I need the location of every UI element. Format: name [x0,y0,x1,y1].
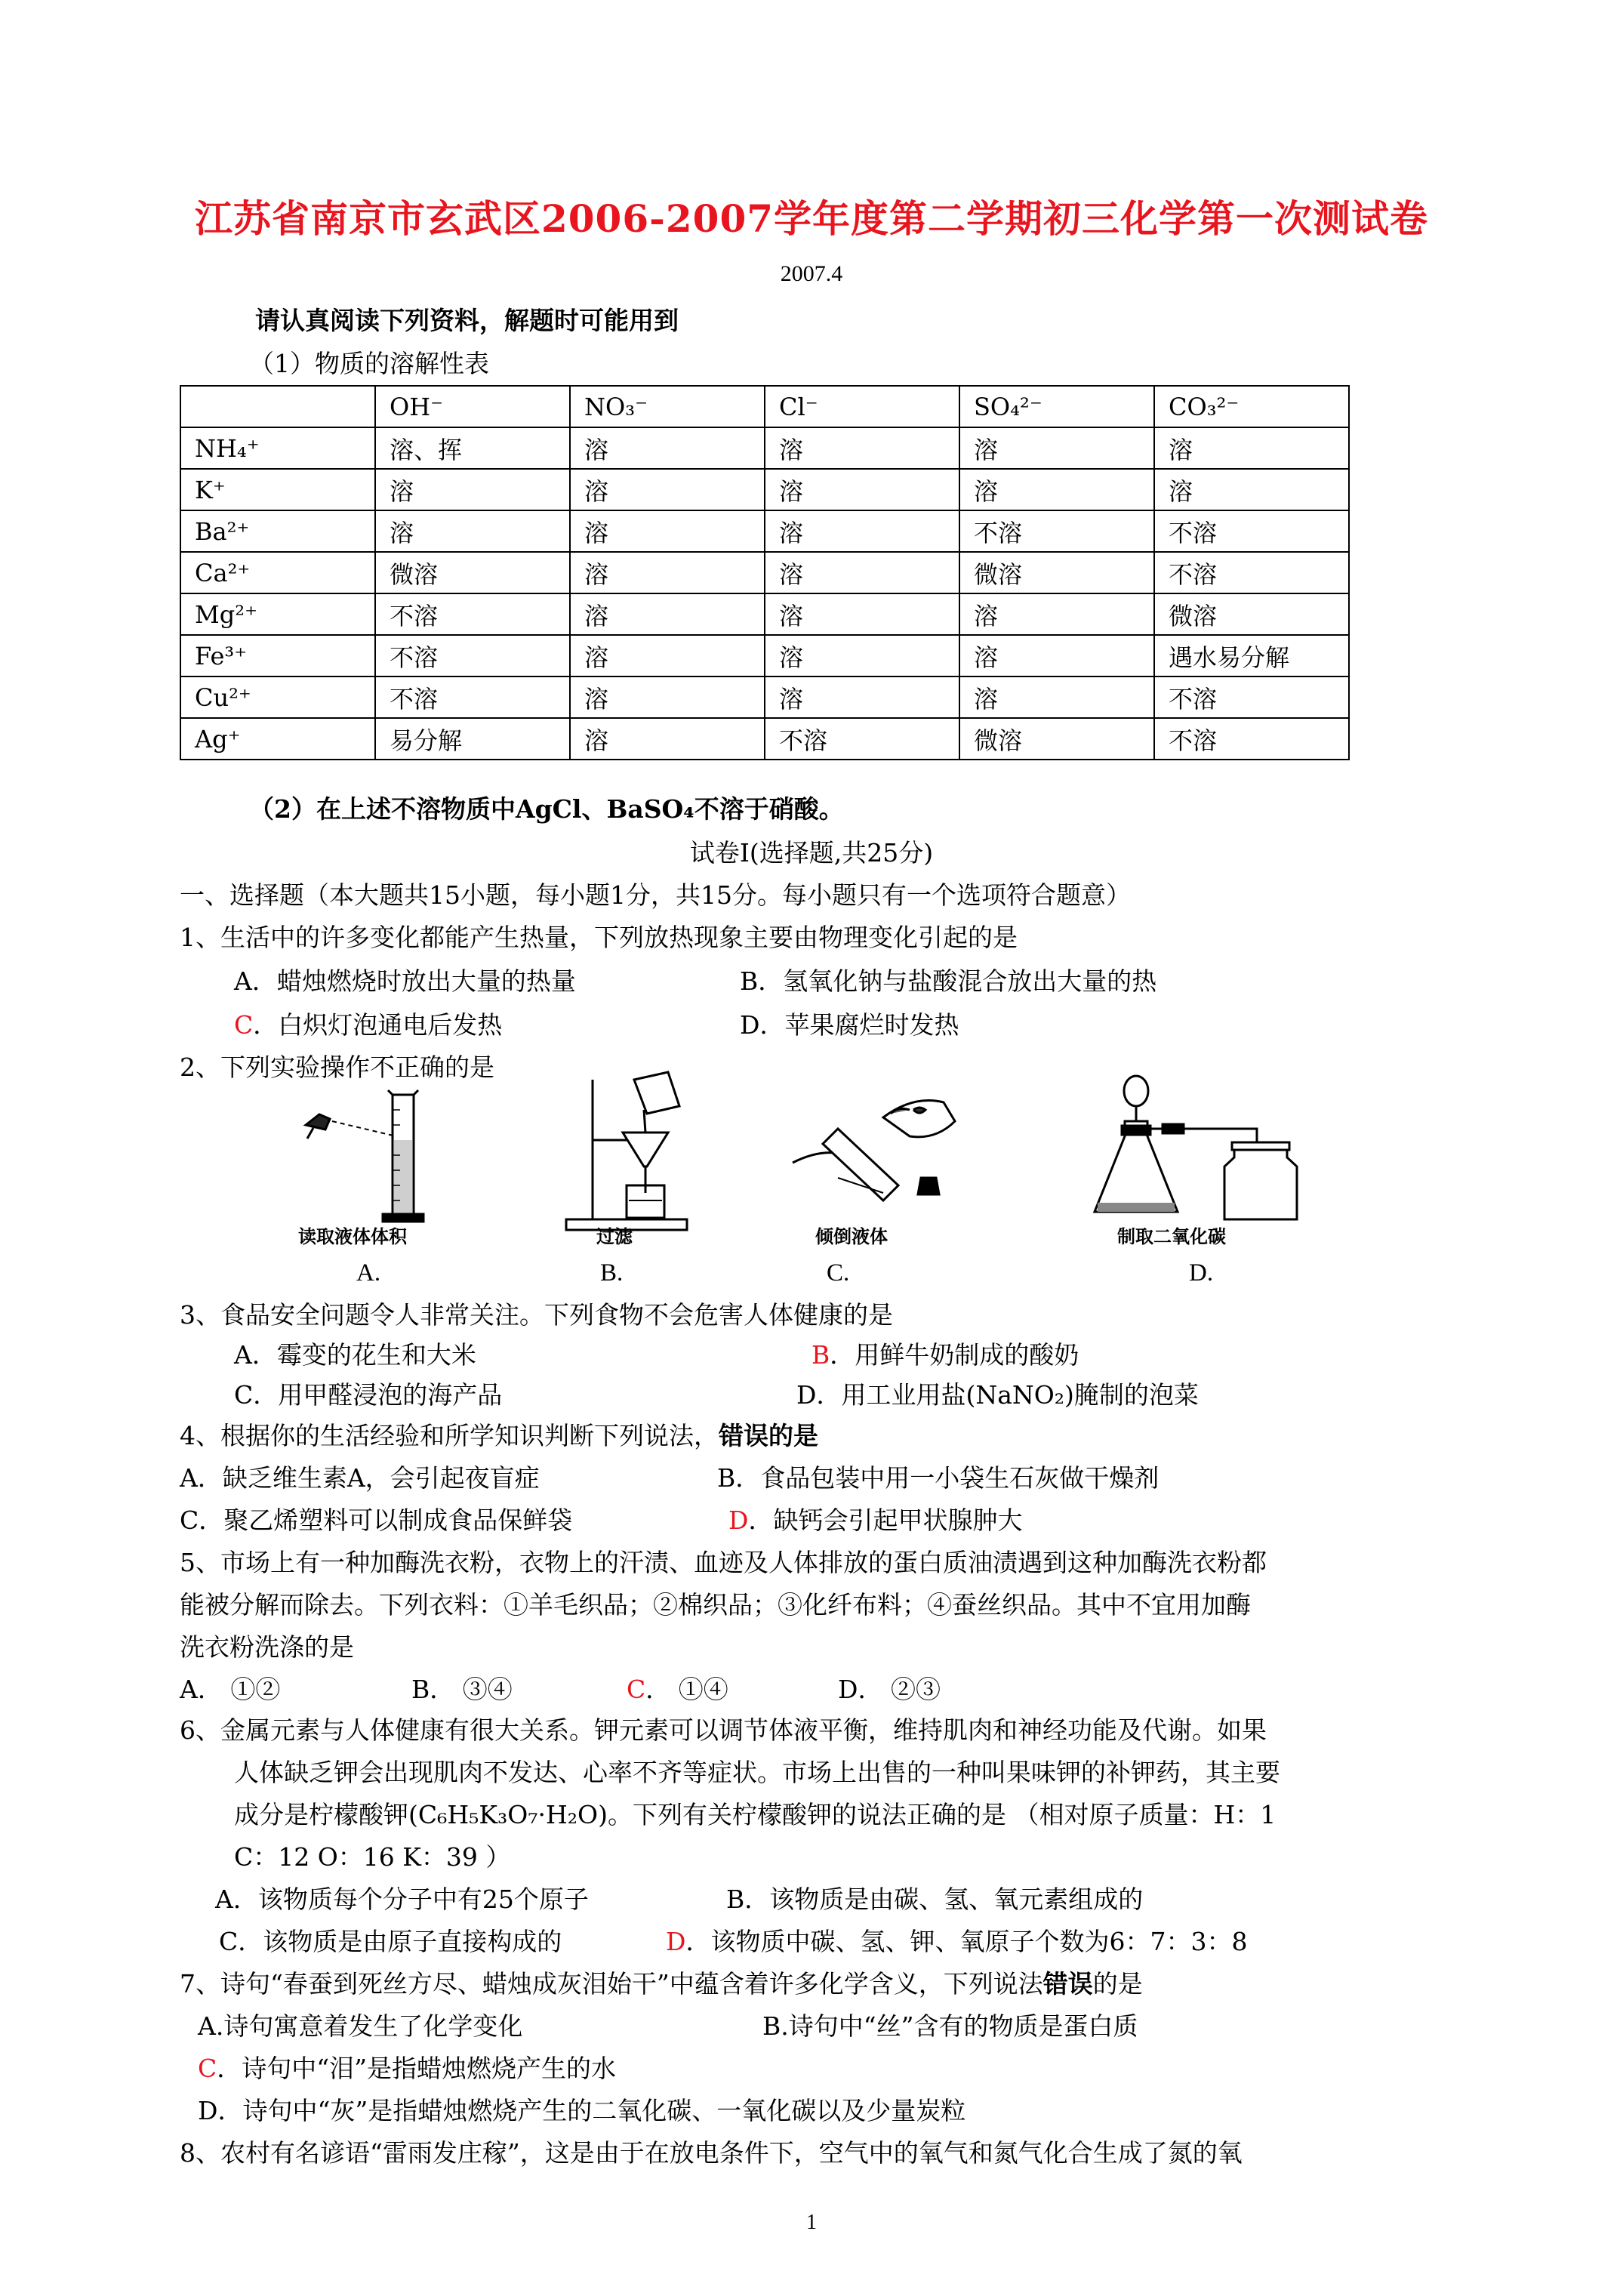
q1-option-b: B．氢氧化钠与盐酸混合放出大量的热 [740,966,1157,996]
section-one-heading: 一、选择题（本大题共15小题，每小题1分，共15分。每小题只有一个选项符合题意） [180,880,1131,910]
q4-option-d [728,1505,1022,1536]
q5-option-a: A． ①② [180,1675,281,1704]
solubility-header-cell: OH⁻ [375,386,570,427]
q7-stem [180,1969,1143,1999]
page-number: 1 [806,2211,817,2234]
q6-line-1: 6、金属元素与人体健康有很大关系。钾元素可以调节体液平衡，维持肌肉和神经功能及代谢。如果 [180,1715,1267,1745]
figure-b-label: 过滤 [596,1225,633,1247]
solubility-cell: 不溶 [1154,552,1349,593]
solubility-cell: 溶 [959,469,1154,510]
q2-stem: 2、下列实验操作不正确的是 [180,1052,494,1082]
q1-answer-letter: C [234,1010,254,1040]
q2-option-a: A. [356,1259,381,1287]
q6-option-d-text: ．该物质中碳、氢、钾、氧原子个数为6：7：3：8 [685,1927,1248,1956]
q3-stem: 3、食品安全问题令人非常关注。下列食物不会危害人体健康的是 [180,1300,893,1330]
solubility-cell: 溶 [570,469,765,510]
solubility-cell: 溶 [570,510,765,552]
solubility-header-cell [180,386,375,427]
solubility-cell: 溶 [959,676,1154,718]
figure-d-label: 制取二氧化碳 [1117,1225,1226,1247]
solubility-row [180,427,1349,469]
cation-cell: K⁺ [180,469,375,510]
q3-option-c: C．用甲醛浸泡的海产品 [234,1380,503,1410]
solubility-cell: 溶 [765,469,959,510]
q6-option-c: C．该物质是由原子直接构成的 [219,1927,562,1956]
solubility-row [180,635,1349,676]
q4-option-c: C．聚乙烯塑料可以制成食品保鲜袋 [180,1505,573,1535]
solubility-cell: 溶 [570,427,765,469]
q3-option-b-text: ．用鲜牛奶制成的酸奶 [830,1340,1079,1370]
q2-option-b: B. [600,1259,624,1287]
q1-option-c [234,1010,502,1040]
co2-preparation-figure [1072,1061,1313,1238]
q4-option-b: B．食品包装中用一小袋生石灰做干燥剂 [717,1463,1160,1493]
q7-option-a: A.诗句寓意着发生了化学变化 [198,2011,523,2041]
solubility-cell: 不溶 [959,510,1154,552]
figure-a-label: 读取液体体积 [298,1225,407,1247]
q7-stem-text: 7、诗句“春蚕到死丝方尽、蜡烛成灰泪始干”中蕴含着许多化学含义，下列说法 [180,1969,1043,1999]
solubility-cell: 不溶 [1154,676,1349,718]
figure-c-label: 倾倒液体 [815,1225,888,1247]
q6-line-3: 成分是柠檬酸钾(C₆H₅K₃O₇·H₂O)。下列有关柠檬酸钾的说法正确的是 （相对原子质量：H：1 [234,1800,1277,1829]
q7-option-c [198,2054,616,2084]
solubility-cell: 溶 [375,469,570,510]
q7-option-d: D．诗句中“灰”是指蜡烛燃烧产生的二氧化碳、一氧化碳以及少量炭粒 [198,2096,966,2125]
q2-option-c: C. [827,1259,850,1287]
q5-option-d: D． ②③ [838,1675,941,1704]
solubility-cell: 不溶 [765,718,959,760]
q5-line-1: 5、市场上有一种加酶洗衣粉，衣物上的汗渍、血迹及人体排放的蛋白质油渍遇到这种加酶洗衣粉都 [180,1548,1267,1577]
q7-stem-end: 的是 [1092,1969,1143,1999]
solubility-cell: 溶 [570,718,765,760]
q1-option-a: A．蜡烛燃烧时放出大量的热量 [234,966,576,996]
solubility-header-cell: Cl⁻ [765,386,959,427]
q3-option-a: A．霉变的花生和大米 [234,1340,476,1370]
q4-option-d-text: ．缺钙会引起甲状腺肿大 [748,1505,1023,1535]
q5-option-b: B． ③④ [411,1675,513,1704]
solubility-cell: 溶 [1154,469,1349,510]
solubility-table [180,385,1350,760]
q4-stem [180,1421,818,1451]
q4-stem-text: 4、根据你的生活经验和所学知识判断下列说法， [180,1421,719,1450]
solubility-header-row [180,386,1349,427]
table-caption: （1）物质的溶解性表 [249,349,489,378]
exam-title: 江苏省南京市玄武区2006-2007学年度第二学期初三化学第一次测试卷 [194,196,1429,241]
solubility-cell: 溶 [959,427,1154,469]
solubility-cell: 溶 [1154,427,1349,469]
solubility-cell: 不溶 [375,676,570,718]
q6-answer-letter: D [666,1927,686,1956]
cation-cell: NH₄⁺ [180,427,375,469]
solubility-header-cell: SO₄²⁻ [959,386,1154,427]
q6-line-4: C：12 O：16 K：39 ） [234,1842,511,1872]
solubility-row [180,510,1349,552]
solubility-cell: 溶 [570,676,765,718]
solubility-cell: 不溶 [1154,718,1349,760]
solubility-cell: 溶 [570,635,765,676]
solubility-cell: 溶、挥 [375,427,570,469]
q4-stem-emphasis: 错误的是 [719,1421,818,1450]
solubility-cell: 溶 [765,635,959,676]
q5-answer-letter: C [627,1675,646,1704]
cation-cell: Cu²⁺ [180,676,375,718]
cation-cell: Ag⁺ [180,718,375,760]
solubility-cell: 溶 [765,552,959,593]
intro-text: 请认真阅读下列资料，解题时可能用到 [255,306,679,335]
solubility-cell: 溶 [375,510,570,552]
q7-stem-emphasis: 错误 [1042,1969,1093,1999]
q1-stem: 1、生活中的许多变化都能产生热量，下列放热现象主要由物理变化引起的是 [180,923,1018,952]
solubility-header-cell: CO₃²⁻ [1154,386,1349,427]
solubility-cell: 微溶 [959,552,1154,593]
paper-one-heading: 试卷Ⅰ(选择题,共25分) [689,838,934,868]
solubility-cell: 不溶 [375,635,570,676]
solubility-cell: 遇水易分解 [1154,635,1349,676]
solubility-table-body [180,386,1349,760]
q6-option-b: B．该物质是由碳、氢、氧元素组成的 [726,1885,1144,1914]
q3-answer-letter: B [812,1340,830,1370]
q3-option-d: D．用工业用盐(NaNO₂)腌制的泡菜 [796,1380,1199,1410]
solubility-row [180,676,1349,718]
solubility-cell: 溶 [959,593,1154,635]
q6-option-d [666,1927,1247,1957]
solubility-cell: 溶 [765,510,959,552]
solubility-cell: 溶 [765,593,959,635]
q7-answer-letter: C [198,2054,217,2083]
q4-answer-letter: D [728,1505,749,1535]
solubility-cell: 溶 [570,552,765,593]
q4-option-a: A．缺乏维生素A，会引起夜盲症 [180,1463,540,1493]
q1-option-c-text: ．白炽灯泡通电后发热 [253,1010,503,1040]
q2-option-d: D. [1189,1259,1214,1287]
solubility-cell: 易分解 [375,718,570,760]
q8-stem: 8、农村有名谚语“雷雨发庄稼”，这是由于在放电条件下，空气中的氧气和氮气化合生成了氮的氧 [180,2138,1243,2168]
pouring-liquid-figure [778,1065,974,1238]
q5-line-2: 能被分解而除去。下列衣料：①羊毛织品；②棉织品；③化纤布料；④蚕丝织品。其中不宜用加酶 [180,1590,1251,1620]
solubility-row [180,469,1349,510]
cation-cell: Ca²⁺ [180,552,375,593]
solubility-cell: 不溶 [375,593,570,635]
q1-option-d: D．苹果腐烂时发热 [740,1010,959,1040]
note-acid-insoluble: （2）在上述不溶物质中AgCl、BaSO₄不溶于硝酸。 [249,794,844,824]
cation-cell: Ba²⁺ [180,510,375,552]
q7-option-c-text: ．诗句中“泪”是指蜡烛燃烧产生的水 [217,2054,616,2083]
exam-date: 2007.4 [780,261,843,286]
solubility-header-cell: NO₃⁻ [570,386,765,427]
solubility-cell: 微溶 [1154,593,1349,635]
solubility-row [180,593,1349,635]
q5-line-3: 洗衣粉洗涤的是 [180,1632,354,1662]
solubility-row [180,552,1349,593]
q7-option-b: B.诗句中“丝”含有的物质是蛋白质 [762,2011,1138,2041]
solubility-cell: 不溶 [1154,510,1349,552]
q6-option-a: A．该物质每个分子中有25个原子 [215,1885,589,1914]
solubility-cell: 溶 [570,593,765,635]
cation-cell: Fe³⁺ [180,635,375,676]
q5-option-c-text: ． ①④ [645,1675,728,1704]
solubility-cell: 溶 [765,676,959,718]
cation-cell: Mg²⁺ [180,593,375,635]
solubility-cell: 溶 [765,427,959,469]
solubility-cell: 溶 [959,635,1154,676]
solubility-cell: 微溶 [375,552,570,593]
reading-liquid-volume-figure [291,1072,464,1246]
solubility-row [180,718,1349,760]
solubility-cell: 微溶 [959,718,1154,760]
q6-line-2: 人体缺乏钾会出现肌肉不发达、心率不齐等症状。市场上出售的一种叫果味钾的补钾药，其主要 [234,1758,1280,1787]
q5-option-c [627,1675,728,1705]
q3-option-b [812,1340,1079,1370]
filtration-figure [562,1065,691,1238]
